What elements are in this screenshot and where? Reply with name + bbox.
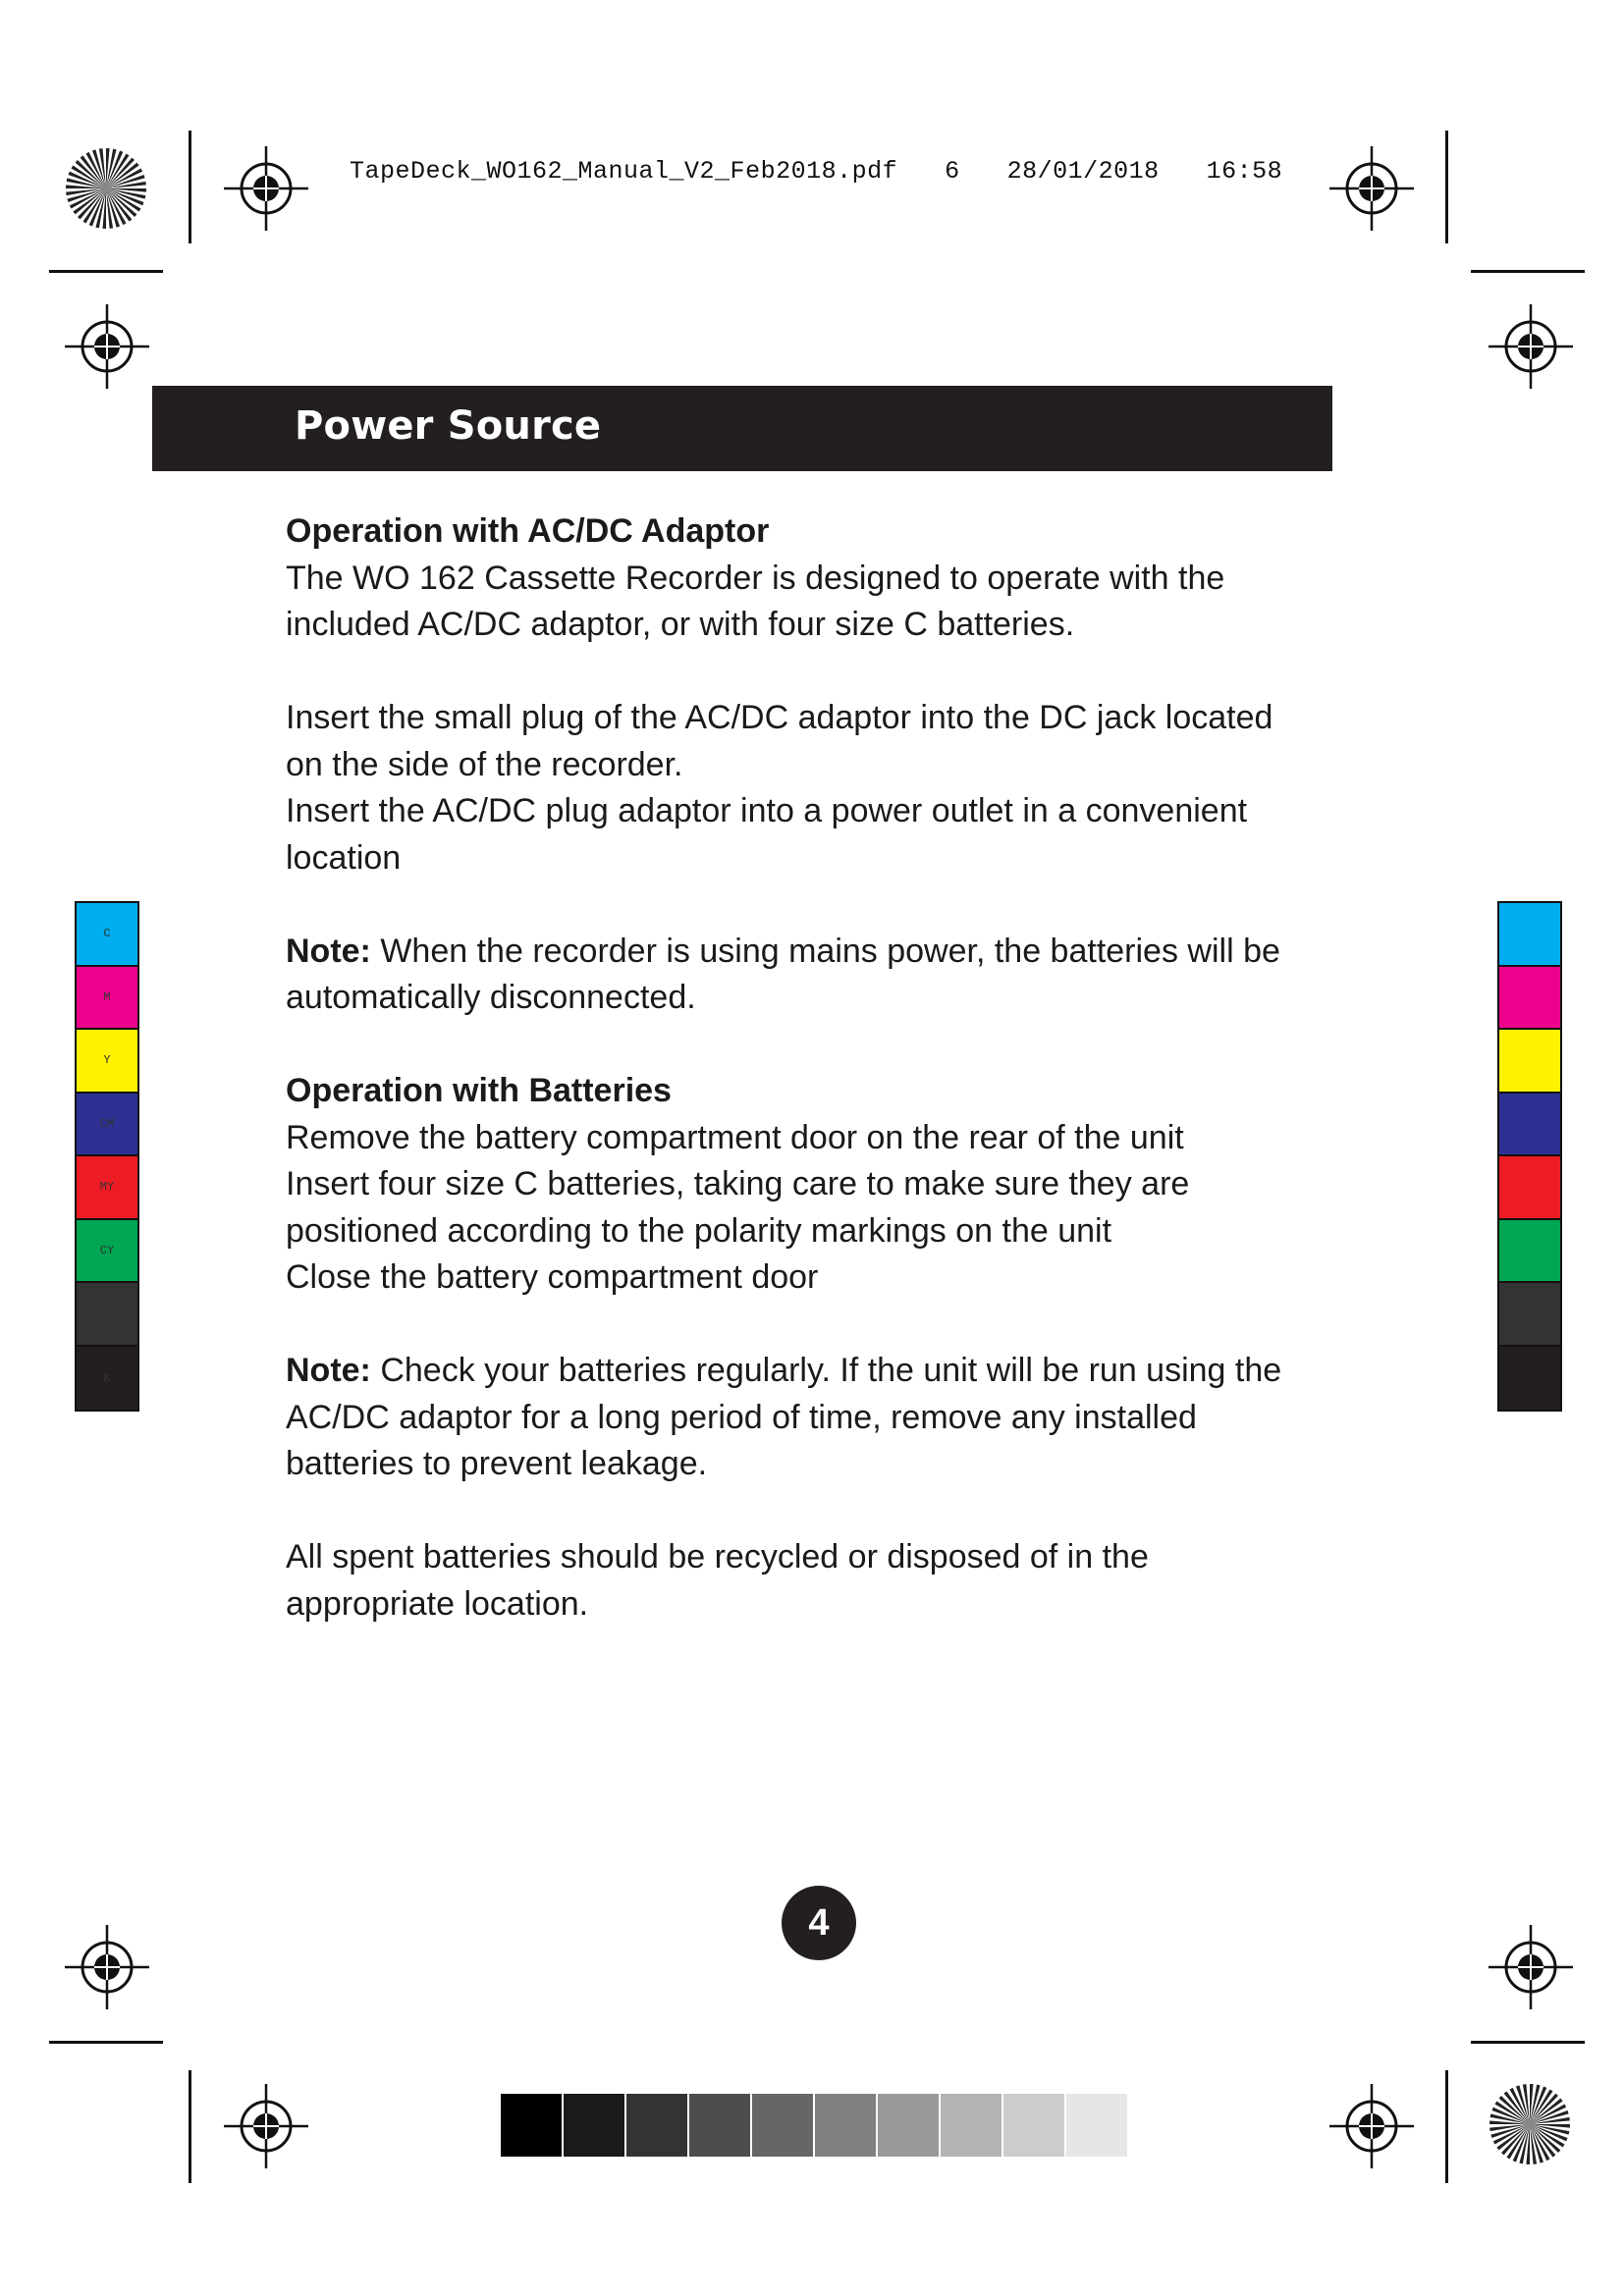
note-text: When the recorder is using mains power, the batteries will be automatically disconnected. [286, 932, 1280, 1016]
star-target-icon [65, 147, 147, 230]
grey-swatch [878, 2094, 939, 2157]
note-text: Check your batteries regularly. If the unit will be run using the AC/DC adaptor for a long period of time, remove any installed batteries to prevent leakage. [286, 1352, 1282, 1482]
crop-line [1445, 131, 1448, 243]
note-label: Note: [286, 932, 371, 970]
batteries-heading: Operation with Batteries [286, 1072, 672, 1109]
ac-heading: Operation with AC/DC Adaptor [286, 512, 770, 550]
slug-time: 16:58 [1206, 157, 1283, 186]
registration-mark-icon [65, 304, 149, 389]
battery-step-3: Close the battery compartment door [286, 1258, 819, 1296]
color-swatch: Y [77, 1030, 137, 1094]
color-swatch [1499, 903, 1560, 967]
crop-line [1471, 270, 1585, 273]
crop-line [189, 131, 191, 243]
grey-swatch [752, 2094, 813, 2157]
crop-line [189, 2070, 191, 2183]
note-label: Note: [286, 1352, 371, 1389]
grey-swatch [1003, 2094, 1064, 2157]
grey-scale-strip [501, 2094, 1129, 2157]
battery-step-1: Remove the battery compartment door on the rear of the unit [286, 1118, 1184, 1156]
registration-mark-icon [65, 1925, 149, 2009]
color-swatch [1499, 1030, 1560, 1094]
battery-step-2: Insert four size C batteries, taking care to make sure they are positioned according to the polarity markings on the unit [286, 1165, 1190, 1250]
registration-mark-icon [224, 2084, 308, 2168]
grey-swatch [1066, 2094, 1127, 2157]
grey-swatch [501, 2094, 562, 2157]
grey-swatch [941, 2094, 1001, 2157]
registration-mark-icon [1489, 1925, 1573, 2009]
color-swatch [1499, 1220, 1560, 1284]
crop-line [49, 270, 163, 273]
crop-line [1445, 2070, 1448, 2183]
color-control-bar-right [1497, 901, 1562, 1412]
note-batteries [286, 1348, 1317, 1488]
color-swatch [1499, 1094, 1560, 1157]
slug-filename: TapeDeck_WO162_Manual_V2_Feb2018.pdf [350, 157, 898, 186]
slug-date: 28/01/2018 [1006, 157, 1160, 186]
color-swatch [1499, 1283, 1560, 1347]
section-header-bar [152, 386, 1332, 471]
crop-line [1471, 2041, 1585, 2044]
print-slug [350, 157, 1282, 186]
color-swatch: C [77, 903, 137, 967]
registration-mark-icon [1489, 304, 1573, 389]
recycle-text: All spent batteries should be recycled or disposed of in the appropriate location. [286, 1538, 1149, 1623]
registration-mark-icon [1329, 2084, 1414, 2168]
ac-step-2: Insert the AC/DC plug adaptor into a power outlet in a convenient location [286, 792, 1248, 877]
color-swatch: MY [77, 1156, 137, 1220]
color-swatch: CM [77, 1094, 137, 1157]
manual-body [286, 508, 1336, 1628]
page-title: Power Source [295, 403, 602, 449]
color-swatch [1499, 1156, 1560, 1220]
note-mains [286, 929, 1307, 1022]
grey-swatch [815, 2094, 876, 2157]
star-target-icon [1489, 2083, 1571, 2165]
ac-step-1: Insert the small plug of the AC/DC adaptor into the DC jack located on the side of the recorder. [286, 699, 1273, 783]
color-control-bar-left [75, 901, 139, 1412]
color-swatch: K [77, 1347, 137, 1411]
color-swatch: M [77, 967, 137, 1031]
ac-intro: The WO 162 Cassette Recorder is designed to operate with the included AC/DC adaptor, or with four size C batteries. [286, 559, 1225, 643]
grey-swatch [564, 2094, 624, 2157]
crop-line [49, 2041, 163, 2044]
color-swatch: CMY [77, 1283, 137, 1347]
grey-swatch [626, 2094, 687, 2157]
slug-page: 6 [945, 157, 960, 186]
registration-mark-icon [1329, 146, 1414, 231]
registration-mark-icon [224, 146, 308, 231]
page-number: 4 [782, 1886, 856, 1960]
color-swatch: CY [77, 1220, 137, 1284]
grey-swatch [689, 2094, 750, 2157]
color-swatch [1499, 1347, 1560, 1411]
color-swatch [1499, 967, 1560, 1031]
